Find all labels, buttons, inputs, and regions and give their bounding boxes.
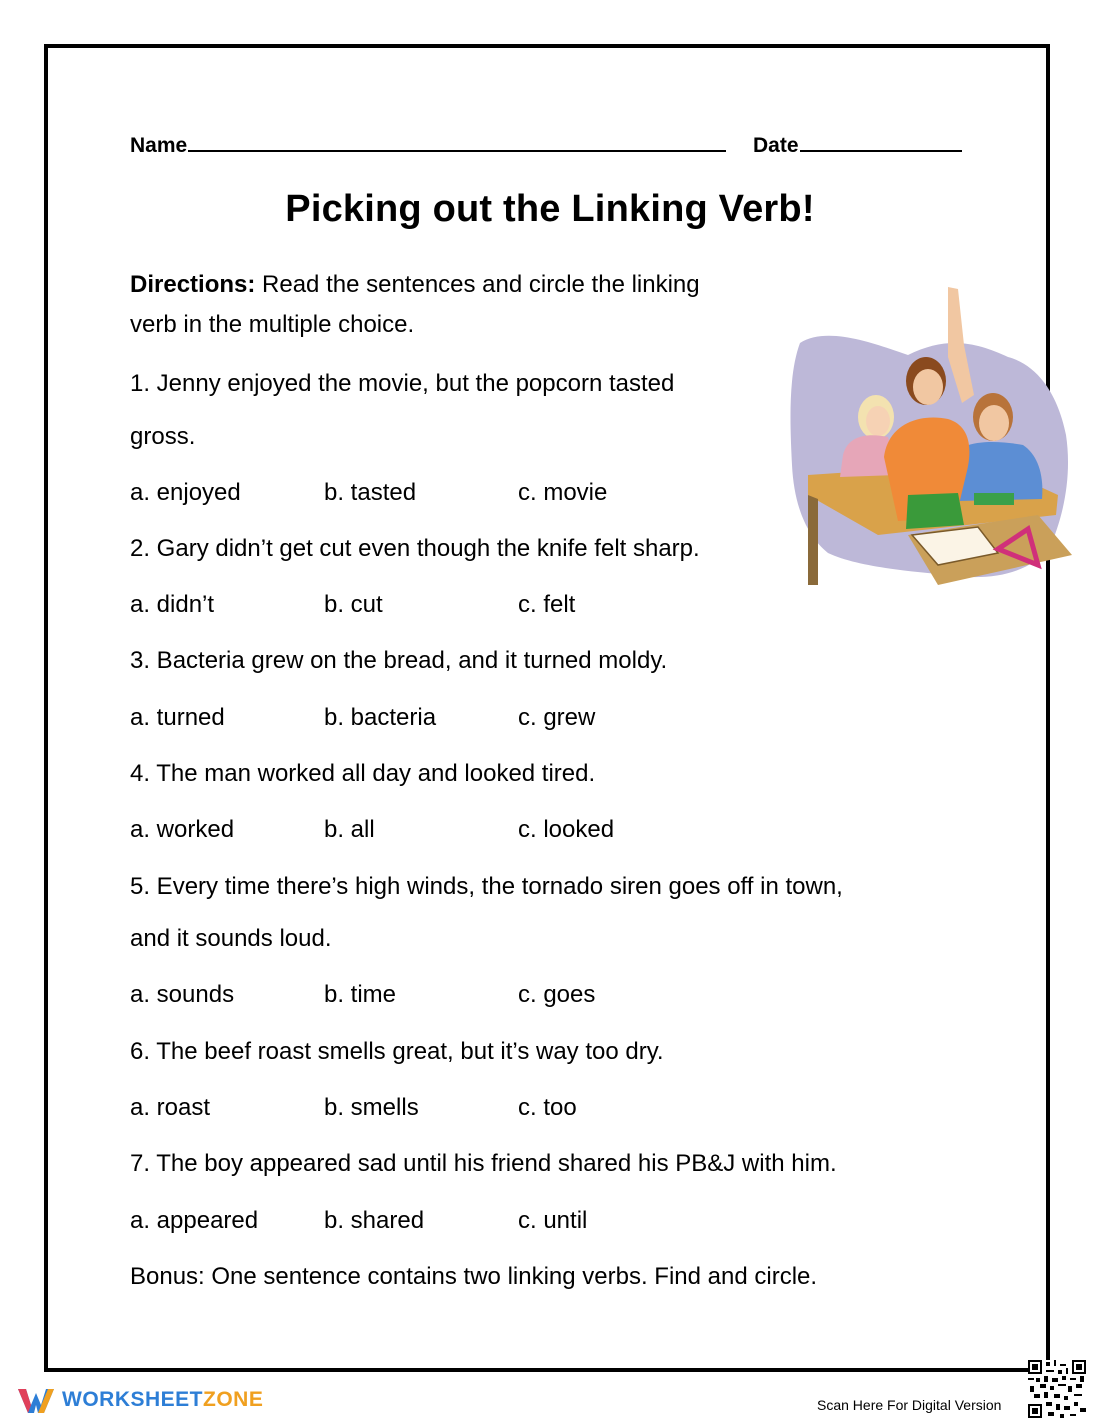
q6-option-c[interactable]: c. too — [518, 1094, 577, 1121]
q7-option-c[interactable]: c. until — [518, 1207, 588, 1234]
page-title: Picking out the Linking Verb! — [285, 188, 815, 230]
bonus-text: Bonus: One sentence contains two linking verbs. Find and circle. — [130, 1263, 818, 1290]
q4-option-c[interactable]: c. looked — [518, 816, 615, 843]
q5-option-b[interactable]: b. time — [324, 981, 397, 1008]
question-1: 1. Jenny enjoyed the movie, but the popcorn tasted — [130, 370, 675, 397]
q5-option-a[interactable]: a. sounds — [130, 981, 235, 1008]
directions-line1 — [130, 270, 700, 300]
brand-part1: WORKSHEET — [62, 1388, 203, 1411]
question-5-cont: and it sounds loud. — [130, 925, 332, 952]
q3-option-b[interactable]: b. bacteria — [324, 704, 437, 731]
q1-option-b[interactable]: b. tasted — [324, 479, 417, 506]
question-4: 4. The man worked all day and looked tired. — [130, 760, 596, 787]
name-line — [188, 130, 726, 152]
q1-option-c[interactable]: c. movie — [518, 479, 608, 506]
name-field[interactable] — [130, 130, 726, 158]
question-1-cont: gross. — [130, 423, 196, 450]
question-2: 2. Gary didn’t get cut even though the knife felt sharp. — [130, 535, 700, 562]
question-7: 7. The boy appeared sad until his friend shared his PB&J with him. — [130, 1150, 837, 1177]
name-label: Name — [130, 134, 188, 157]
q2-option-b[interactable]: b. cut — [324, 591, 383, 618]
q4-option-b[interactable]: b. all — [324, 816, 375, 843]
brand-name — [62, 1388, 263, 1412]
scan-text: Scan Here For Digital Version — [817, 1397, 1002, 1413]
date-field[interactable] — [753, 130, 962, 158]
q5-option-c[interactable]: c. goes — [518, 981, 596, 1008]
directions-line2: verb in the multiple choice. — [130, 311, 415, 338]
question-6: 6. The beef roast smells great, but it’s way too dry. — [130, 1038, 664, 1065]
q7-option-b[interactable]: b. shared — [324, 1207, 425, 1234]
directions-text: Read the sentences and circle the linking — [255, 271, 700, 298]
q3-option-c[interactable]: c. grew — [518, 704, 596, 731]
worksheetzone-logo[interactable] — [16, 1384, 263, 1416]
q2-option-c[interactable]: c. felt — [518, 591, 576, 618]
date-line — [800, 130, 962, 152]
q4-option-a[interactable]: a. worked — [130, 816, 235, 843]
brand-part2: ZONE — [203, 1388, 264, 1411]
question-3: 3. Bacteria grew on the bread, and it turned moldy. — [130, 647, 668, 674]
q7-option-a[interactable]: a. appeared — [130, 1207, 259, 1234]
q2-option-a[interactable]: a. didn’t — [130, 591, 215, 618]
worksheetzone-w-logo-icon — [16, 1385, 56, 1415]
q6-option-b[interactable]: b. smells — [324, 1094, 419, 1121]
q6-option-a[interactable]: a. roast — [130, 1094, 211, 1121]
date-label: Date — [753, 134, 799, 157]
q1-option-a[interactable]: a. enjoyed — [130, 479, 241, 506]
directions-label: Directions: — [130, 271, 256, 298]
qr-code-icon[interactable] — [1028, 1360, 1086, 1418]
classroom-students-illustration — [788, 285, 1072, 587]
question-5: 5. Every time there’s high winds, the tornado siren goes off in town, — [130, 873, 843, 900]
q3-option-a[interactable]: a. turned — [130, 704, 225, 731]
